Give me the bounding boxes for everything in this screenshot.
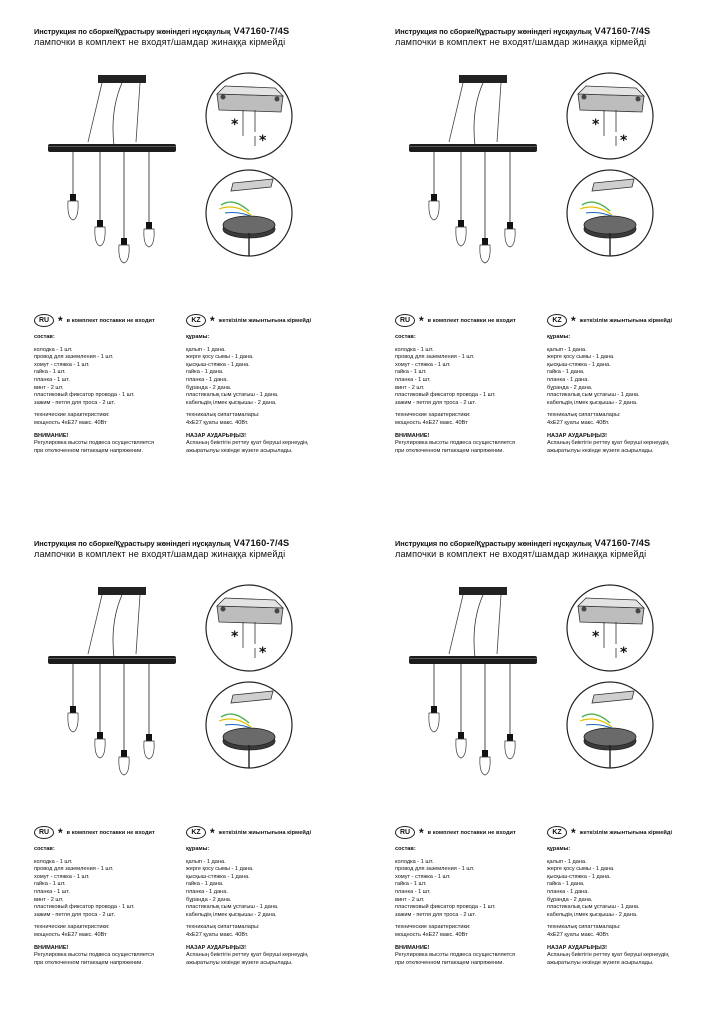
- ru-legend: [34, 314, 155, 327]
- doc-title: [34, 538, 354, 548]
- ru-contents-label: состав:: [34, 846, 55, 852]
- warning-line: при отключенном питающем напряжении.: [34, 959, 143, 966]
- bulb-icon: [456, 220, 466, 246]
- asterisk-icon: *: [419, 313, 424, 328]
- kz-contents-label: құрамы:: [186, 334, 210, 340]
- ru-badge: RU: [34, 314, 54, 327]
- pendant-lamp-drawing: [40, 70, 180, 270]
- list-item: колодка - 1 шт.: [395, 858, 434, 865]
- instruction-panel: [361, 512, 722, 1024]
- bulb-icon: [95, 220, 105, 246]
- warning-line: при отключенном питающем напряжении.: [395, 447, 504, 454]
- ru-column: [395, 846, 555, 967]
- list-item: қалып - 1 дана.: [186, 858, 226, 865]
- kz-contents-label: құрамы:: [186, 846, 210, 852]
- ru-contents-list: [395, 859, 555, 920]
- kz-contents-label: құрамы:: [547, 334, 571, 340]
- list-item: колодка - 1 шт.: [395, 346, 434, 353]
- spec-value: мощность 4хЕ27 макс. 40Вт: [34, 931, 107, 938]
- list-item: планка - 1 дана.: [547, 376, 589, 383]
- list-item: бұрандa - 2 дана.: [186, 896, 232, 903]
- list-item: планка - 1 дана.: [547, 888, 589, 895]
- doc-subtitle: лампочки в комплект не входят/шамдар жинаққа кірмейді: [34, 549, 286, 559]
- ru-contents-label: состав:: [395, 846, 416, 852]
- list-item: планка - 1 дана.: [186, 376, 228, 383]
- ru-warning-text: [395, 440, 555, 455]
- ru-warning-label: ВНИМАНИЕ!: [34, 944, 69, 951]
- spec-label: техникалық сипаттамалары:: [186, 412, 260, 419]
- list-item: колодка - 1 шт.: [34, 346, 73, 353]
- warning-line: Регулировка высоты подвеса осуществляется: [34, 440, 154, 447]
- ru-column: [34, 846, 194, 967]
- list-item: қалып - 1 дана.: [186, 346, 226, 353]
- warning-line: Аспаның биіктігін реттеу қуат беруші кернеудің: [547, 440, 669, 447]
- kz-legend: [186, 314, 311, 327]
- ru-not-included-note: в комплект поставки не входит: [66, 317, 155, 324]
- wooden-beam: [48, 144, 176, 152]
- kz-column: [186, 334, 346, 455]
- bulb-icon: [480, 238, 490, 263]
- not-included-marker: *: [592, 117, 600, 133]
- title-text: Инструкция по сборке/Құрастыру жөніндегі нұсқаулық: [395, 27, 592, 36]
- list-item: планка - 1 шт.: [395, 888, 431, 895]
- list-item: пластикалық сым ұстағыш - 1 дана.: [547, 392, 640, 399]
- doc-subtitle: лампочки в комплект не входят/шамдар жинаққа кірмейді: [34, 37, 286, 47]
- doc-title: [395, 26, 715, 36]
- warning-line: ажыратылуы кезінде жүзеге асырылады.: [547, 447, 654, 454]
- ru-contents-label: состав:: [34, 334, 55, 340]
- panel-header: [34, 26, 354, 47]
- kz-warning-text: [186, 952, 346, 967]
- asterisk-icon: *: [419, 825, 424, 840]
- canopy-wiring-detail: [564, 679, 656, 771]
- list-item: қысқыш-стяжка - 1 дана.: [186, 361, 250, 368]
- ru-badge: RU: [34, 826, 54, 839]
- list-item: планка - 1 шт.: [34, 888, 70, 895]
- kz-warning-label: НАЗАР АУДАРЫҢЫЗ!: [186, 432, 247, 439]
- kz-badge: KZ: [186, 314, 206, 327]
- list-item: гайка - 1 шт.: [34, 881, 66, 888]
- bulb-icon: [95, 732, 105, 758]
- list-item: зажим - петля для троса - 2 шт.: [395, 399, 477, 406]
- list-item: бұрандa - 2 дана.: [547, 384, 593, 391]
- kz-warning-text: [186, 440, 346, 455]
- kz-specs: [547, 412, 707, 427]
- list-item: қалып - 1 дана.: [547, 858, 587, 865]
- doc-subtitle: лампочки в комплект не входят/шамдар жинаққа кірмейді: [395, 37, 647, 47]
- mounting-bracket-detail: [203, 584, 295, 672]
- list-item: пластикалық сым ұстағыш - 1 дана.: [547, 904, 640, 911]
- ru-warning-label: ВНИМАНИЕ!: [34, 432, 69, 439]
- kz-not-included-note: жеткізілім жиынтығына кірмейді: [579, 317, 673, 324]
- list-item: кабельдің ілмек қысқышы - 2 дана.: [186, 399, 277, 406]
- list-item: гайка - 1 дана.: [547, 881, 585, 888]
- panel-header: [395, 26, 715, 47]
- warning-line: Аспаның биіктігін реттеу қуат беруші кернеудің: [547, 952, 669, 959]
- spec-label: технические характеристики:: [34, 924, 110, 931]
- warning-line: Регулировка высоты подвеса осуществляется: [34, 952, 154, 959]
- spec-value: 4хЕ27 қуаты макс. 40Вт.: [547, 931, 610, 938]
- doc-title: [34, 26, 354, 36]
- model-number: V47160-7/4S: [594, 538, 651, 548]
- bulb-icon: [144, 222, 154, 247]
- list-item: пластиковый фиксатор провода - 1 шт.: [34, 904, 135, 911]
- bulb-icon: [68, 194, 78, 220]
- mounting-bracket-detail: [564, 584, 656, 672]
- canopy-wiring-detail: [203, 679, 295, 771]
- kz-not-included-note: жеткізілім жиынтығына кірмейді: [218, 829, 312, 836]
- title-text: Инструкция по сборке/Құрастыру жөніндегі нұсқаулық: [395, 539, 592, 548]
- bulb-icon: [456, 732, 466, 758]
- ru-contents-list: [34, 347, 194, 408]
- ceiling-canopy: [459, 587, 507, 595]
- spec-label: технические характеристики:: [395, 412, 471, 419]
- kz-specs: [547, 924, 707, 939]
- ru-not-included-note: в комплект поставки не входит: [427, 829, 516, 836]
- list-item: винт - 2 шт.: [395, 896, 425, 903]
- kz-contents-list: [186, 859, 346, 920]
- list-item: планка - 1 шт.: [395, 376, 431, 383]
- kz-warning-label: НАЗАР АУДАРЫҢЫЗ!: [186, 944, 247, 951]
- kz-not-included-note: жеткізілім жиынтығына кірмейді: [579, 829, 673, 836]
- ru-column: [395, 334, 555, 455]
- instruction-panel: [0, 512, 361, 1024]
- ceiling-canopy: [98, 75, 146, 83]
- kz-contents-list: [547, 859, 707, 920]
- instruction-panel: [0, 0, 361, 512]
- bulb-icon: [119, 750, 129, 775]
- ru-warning-text: [395, 952, 555, 967]
- model-number: V47160-7/4S: [594, 26, 651, 36]
- kz-specs: [186, 924, 346, 939]
- list-item: провод для заземления - 1 шт.: [34, 354, 114, 361]
- ru-warning-label: ВНИМАНИЕ!: [395, 944, 430, 951]
- kz-specs: [186, 412, 346, 427]
- kz-not-included-note: жеткізілім жиынтығына кірмейді: [218, 317, 312, 324]
- not-included-marker: *: [620, 645, 628, 661]
- bulb-icon: [505, 222, 515, 247]
- list-item: кабельдің ілмек қысқышы - 2 дана.: [547, 399, 638, 406]
- not-included-marker: *: [259, 645, 267, 661]
- warning-line: ажыратылуы кезінде жүзеге асырылады.: [186, 447, 293, 454]
- ru-contents-label: состав:: [395, 334, 416, 340]
- ru-not-included-note: в комплект поставки не входит: [427, 317, 516, 324]
- asterisk-icon: *: [58, 825, 63, 840]
- list-item: провод для заземления - 1 шт.: [34, 866, 114, 873]
- list-item: винт - 2 шт.: [34, 384, 64, 391]
- list-item: қысқыш-стяжка - 1 дана.: [547, 873, 611, 880]
- list-item: гайка - 1 дана.: [186, 881, 224, 888]
- list-item: хомут - стяжка - 1 шт.: [395, 873, 451, 880]
- ru-specs: [34, 924, 194, 939]
- mounting-bracket-detail: [203, 72, 295, 160]
- spec-value: 4хЕ27 қуаты макс. 40Вт.: [547, 419, 610, 426]
- kz-warning-label: НАЗАР АУДАРЫҢЫЗ!: [547, 432, 608, 439]
- ru-warning-text: [34, 952, 194, 967]
- list-item: пластиковый фиксатор провода - 1 шт.: [34, 392, 135, 399]
- kz-column: [547, 334, 707, 455]
- ru-badge: RU: [395, 314, 415, 327]
- bulb-icon: [119, 238, 129, 263]
- bulb-icon: [68, 706, 78, 732]
- list-item: зажим - петля для троса - 2 шт.: [395, 911, 477, 918]
- kz-column: [547, 846, 707, 967]
- bulb-icon: [480, 750, 490, 775]
- ru-contents-list: [34, 859, 194, 920]
- ru-contents-list: [395, 347, 555, 408]
- asterisk-icon: *: [571, 825, 576, 840]
- list-item: планка - 1 дана.: [186, 888, 228, 895]
- ru-not-included-note: в комплект поставки не входит: [66, 829, 155, 836]
- warning-line: Регулировка высоты подвеса осуществляется: [395, 440, 515, 447]
- ru-legend: [395, 826, 516, 839]
- canopy-wiring-detail: [564, 167, 656, 259]
- spec-value: 4хЕ27 қуаты макс. 40Вт.: [186, 419, 249, 426]
- warning-line: при отключенном питающем напряжении.: [395, 959, 504, 966]
- bulb-icon: [144, 734, 154, 759]
- pendant-lamp-drawing: [401, 70, 541, 270]
- doc-title: [395, 538, 715, 548]
- warning-line: Аспаның биіктігін реттеу қуат беруші кернеудің: [186, 952, 308, 959]
- ru-badge: RU: [395, 826, 415, 839]
- wooden-beam: [48, 656, 176, 664]
- list-item: провод для заземления - 1 шт.: [395, 866, 475, 873]
- list-item: зажим - петля для троса - 2 шт.: [34, 911, 116, 918]
- not-included-marker: *: [231, 117, 239, 133]
- not-included-marker: *: [231, 629, 239, 645]
- list-item: провод для заземления - 1 шт.: [395, 354, 475, 361]
- not-included-marker: *: [592, 629, 600, 645]
- panel-header: [34, 538, 354, 559]
- kz-warning-label: НАЗАР АУДАРЫҢЫЗ!: [547, 944, 608, 951]
- asterisk-icon: *: [58, 313, 63, 328]
- list-item: жерге қосу сымы - 1 дана.: [186, 354, 254, 361]
- model-number: V47160-7/4S: [233, 538, 290, 548]
- ru-legend: [395, 314, 516, 327]
- spec-value: мощность 4хЕ27 макс. 40Вт: [395, 931, 468, 938]
- list-item: жерге қосу сымы - 1 дана.: [547, 354, 615, 361]
- kz-contents-list: [186, 347, 346, 408]
- wooden-beam: [409, 656, 537, 664]
- list-item: қысқыш-стяжка - 1 дана.: [547, 361, 611, 368]
- list-item: гайка - 1 шт.: [34, 369, 66, 376]
- bulb-icon: [429, 194, 439, 220]
- list-item: винт - 2 шт.: [395, 384, 425, 391]
- spec-label: техникалық сипаттамалары:: [547, 924, 621, 931]
- doc-subtitle: лампочки в комплект не входят/шамдар жинаққа кірмейді: [395, 549, 647, 559]
- list-item: кабельдің ілмек қысқышы - 2 дана.: [547, 911, 638, 918]
- list-item: гайка - 1 дана.: [547, 369, 585, 376]
- list-item: хомут - стяжка - 1 шт.: [34, 361, 90, 368]
- asterisk-icon: *: [210, 825, 215, 840]
- list-item: жерге қосу сымы - 1 дана.: [186, 866, 254, 873]
- spec-value: мощность 4хЕ27 макс. 40Вт: [395, 419, 468, 426]
- bulb-icon: [429, 706, 439, 732]
- kz-badge: KZ: [186, 826, 206, 839]
- warning-line: ажыратылуы кезінде жүзеге асырылады.: [186, 959, 293, 966]
- ru-specs: [34, 412, 194, 427]
- ru-specs: [395, 924, 555, 939]
- list-item: пластиковый фиксатор провода - 1 шт.: [395, 392, 496, 399]
- ru-warning-text: [34, 440, 194, 455]
- not-included-marker: *: [620, 133, 628, 149]
- list-item: қысқыш-стяжка - 1 дана.: [186, 873, 250, 880]
- warning-line: Аспаның биіктігін реттеу қуат беруші кернеудің: [186, 440, 308, 447]
- model-number: V47160-7/4S: [233, 26, 290, 36]
- warning-line: при отключенном питающем напряжении.: [34, 447, 143, 454]
- panel-header: [395, 538, 715, 559]
- ru-warning-label: ВНИМАНИЕ!: [395, 432, 430, 439]
- kz-badge: KZ: [547, 314, 567, 327]
- list-item: жерге қосу сымы - 1 дана.: [547, 866, 615, 873]
- kz-legend: [186, 826, 311, 839]
- title-text: Инструкция по сборке/Құрастыру жөніндегі нұсқаулық: [34, 539, 231, 548]
- list-item: кабельдің ілмек қысқышы - 2 дана.: [186, 911, 277, 918]
- spec-label: технические характеристики:: [395, 924, 471, 931]
- list-item: бұрандa - 2 дана.: [186, 384, 232, 391]
- mounting-bracket-detail: [564, 72, 656, 160]
- canopy-wiring-detail: [203, 167, 295, 259]
- list-item: пластикалық сым ұстағыш - 1 дана.: [186, 392, 279, 399]
- instruction-panel: [361, 0, 722, 512]
- pendant-lamp-drawing: [40, 582, 180, 782]
- asterisk-icon: *: [210, 313, 215, 328]
- wooden-beam: [409, 144, 537, 152]
- list-item: бұрандa - 2 дана.: [547, 896, 593, 903]
- list-item: пластикалық сым ұстағыш - 1 дана.: [186, 904, 279, 911]
- spec-label: техникалық сипаттамалары:: [186, 924, 260, 931]
- title-text: Инструкция по сборке/Құрастыру жөніндегі нұсқаулық: [34, 27, 231, 36]
- list-item: гайка - 1 шт.: [395, 881, 427, 888]
- not-included-marker: *: [259, 133, 267, 149]
- spec-value: 4хЕ27 қуаты макс. 40Вт.: [186, 931, 249, 938]
- list-item: гайка - 1 дана.: [186, 369, 224, 376]
- ceiling-canopy: [98, 587, 146, 595]
- list-item: гайка - 1 шт.: [395, 369, 427, 376]
- list-item: қалып - 1 дана.: [547, 346, 587, 353]
- asterisk-icon: *: [571, 313, 576, 328]
- ru-column: [34, 334, 194, 455]
- kz-legend: [547, 826, 672, 839]
- list-item: колодка - 1 шт.: [34, 858, 73, 865]
- spec-label: технические характеристики:: [34, 412, 110, 419]
- list-item: хомут - стяжка - 1 шт.: [34, 873, 90, 880]
- ceiling-canopy: [459, 75, 507, 83]
- ru-specs: [395, 412, 555, 427]
- kz-legend: [547, 314, 672, 327]
- ru-legend: [34, 826, 155, 839]
- bulb-icon: [505, 734, 515, 759]
- list-item: хомут - стяжка - 1 шт.: [395, 361, 451, 368]
- list-item: планка - 1 шт.: [34, 376, 70, 383]
- kz-contents-list: [547, 347, 707, 408]
- spec-label: техникалық сипаттамалары:: [547, 412, 621, 419]
- kz-warning-text: [547, 440, 707, 455]
- spec-value: мощность 4хЕ27 макс. 40Вт: [34, 419, 107, 426]
- kz-badge: KZ: [547, 826, 567, 839]
- warning-line: ажыратылуы кезінде жүзеге асырылады.: [547, 959, 654, 966]
- kz-warning-text: [547, 952, 707, 967]
- list-item: пластиковый фиксатор провода - 1 шт.: [395, 904, 496, 911]
- pendant-lamp-drawing: [401, 582, 541, 782]
- kz-contents-label: құрамы:: [547, 846, 571, 852]
- warning-line: Регулировка высоты подвеса осуществляется: [395, 952, 515, 959]
- list-item: зажим - петля для троса - 2 шт.: [34, 399, 116, 406]
- kz-column: [186, 846, 346, 967]
- list-item: винт - 2 шт.: [34, 896, 64, 903]
